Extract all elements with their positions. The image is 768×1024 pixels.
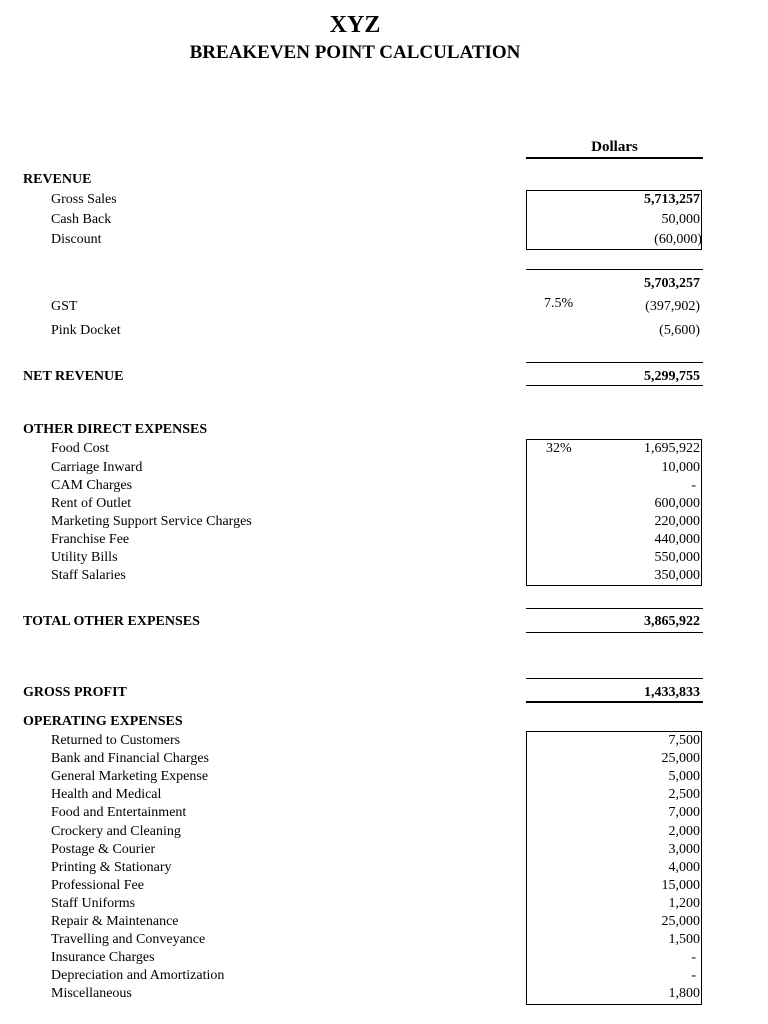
row-value: 1,695,922 bbox=[644, 441, 700, 456]
gross-profit-label: GROSS PROFIT bbox=[23, 685, 127, 700]
row-value: 1,200 bbox=[668, 896, 700, 911]
header-underline bbox=[526, 157, 703, 159]
company-title: XYZ bbox=[329, 12, 381, 38]
gross-profit-bottom-line bbox=[526, 701, 703, 703]
row-label: Insurance Charges bbox=[51, 950, 155, 965]
column-header-dollars: Dollars bbox=[591, 139, 638, 155]
row-label: GST bbox=[51, 299, 78, 314]
report-title: BREAKEVEN POINT CALCULATION bbox=[189, 42, 521, 63]
food-cost-percent: 32% bbox=[546, 441, 572, 456]
row-label: Bank and Financial Charges bbox=[51, 751, 209, 766]
row-label: Franchise Fee bbox=[51, 532, 130, 547]
row-value: 440,000 bbox=[654, 532, 700, 547]
row-label: Repair & Maintenance bbox=[51, 914, 179, 929]
row-value: 7,000 bbox=[668, 805, 700, 820]
row-value: (60,000) bbox=[654, 232, 702, 247]
row-value: - bbox=[691, 478, 696, 493]
row-label: Utility Bills bbox=[51, 550, 118, 565]
row-value: 350,000 bbox=[654, 568, 700, 583]
row-value: 220,000 bbox=[654, 514, 700, 529]
row-value: 600,000 bbox=[654, 496, 700, 511]
row-value: 1,500 bbox=[668, 932, 700, 947]
row-label: Crockery and Cleaning bbox=[51, 824, 181, 839]
row-label: CAM Charges bbox=[51, 478, 133, 493]
row-value: 15,000 bbox=[661, 878, 700, 893]
row-label: Miscellaneous bbox=[51, 986, 132, 1001]
row-value: 50,000 bbox=[661, 212, 700, 227]
row-label: General Marketing Expense bbox=[51, 769, 209, 784]
row-label: Gross Sales bbox=[51, 192, 117, 207]
row-label: Carriage Inward bbox=[51, 460, 143, 475]
row-label: Rent of Outlet bbox=[51, 496, 132, 511]
row-label: Travelling and Conveyance bbox=[51, 932, 206, 947]
row-value: 550,000 bbox=[654, 550, 700, 565]
gross-profit-value: 1,433,833 bbox=[644, 685, 700, 700]
row-label: Food and Entertainment bbox=[51, 805, 187, 820]
row-value: - bbox=[691, 950, 696, 965]
revenue-header: REVENUE bbox=[23, 172, 92, 187]
row-value: (5,600) bbox=[659, 323, 700, 338]
row-value: - bbox=[691, 968, 696, 983]
row-label: Returned to Customers bbox=[51, 733, 181, 748]
row-label: Professional Fee bbox=[51, 878, 144, 893]
row-label: Printing & Stationary bbox=[51, 860, 172, 875]
row-label: Cash Back bbox=[51, 212, 112, 227]
row-value: 25,000 bbox=[661, 751, 700, 766]
row-value: 2,500 bbox=[668, 787, 700, 802]
row-label: Depreciation and Amortization bbox=[51, 968, 225, 983]
total-other-top-line bbox=[526, 608, 703, 609]
row-label: Discount bbox=[51, 232, 102, 247]
net-revenue-top-line bbox=[526, 362, 703, 363]
row-value: 4,000 bbox=[668, 860, 700, 875]
total-other-value: 3,865,922 bbox=[644, 614, 700, 629]
row-label: Food Cost bbox=[51, 441, 109, 456]
subtotal-line bbox=[526, 269, 703, 270]
gst-percent: 7.5% bbox=[544, 296, 574, 311]
revenue-subtotal: 5,703,257 bbox=[644, 276, 700, 291]
row-label: Marketing Support Service Charges bbox=[51, 514, 252, 529]
total-other-bottom-line bbox=[526, 632, 703, 633]
net-revenue-bottom-line bbox=[526, 385, 703, 386]
gross-profit-top-line bbox=[526, 678, 703, 679]
row-label: Staff Salaries bbox=[51, 568, 126, 583]
row-value: 2,000 bbox=[668, 824, 700, 839]
row-value: 10,000 bbox=[661, 460, 700, 475]
row-value: 25,000 bbox=[661, 914, 700, 929]
row-label: Postage & Courier bbox=[51, 842, 156, 857]
row-value: 7,500 bbox=[668, 733, 700, 748]
row-value: 1,800 bbox=[668, 986, 700, 1001]
row-value: 5,713,257 bbox=[644, 192, 700, 207]
row-value: (397,902) bbox=[645, 299, 700, 314]
row-label: Staff Uniforms bbox=[51, 896, 136, 911]
other-direct-header: OTHER DIRECT EXPENSES bbox=[23, 422, 208, 437]
net-revenue-value: 5,299,755 bbox=[644, 369, 700, 384]
row-value: 3,000 bbox=[668, 842, 700, 857]
row-label: Health and Medical bbox=[51, 787, 162, 802]
operating-header: OPERATING EXPENSES bbox=[23, 714, 183, 729]
row-value: 5,000 bbox=[668, 769, 700, 784]
total-other-label: TOTAL OTHER EXPENSES bbox=[23, 614, 200, 629]
net-revenue-label: NET REVENUE bbox=[23, 369, 124, 384]
row-label: Pink Docket bbox=[51, 323, 121, 338]
